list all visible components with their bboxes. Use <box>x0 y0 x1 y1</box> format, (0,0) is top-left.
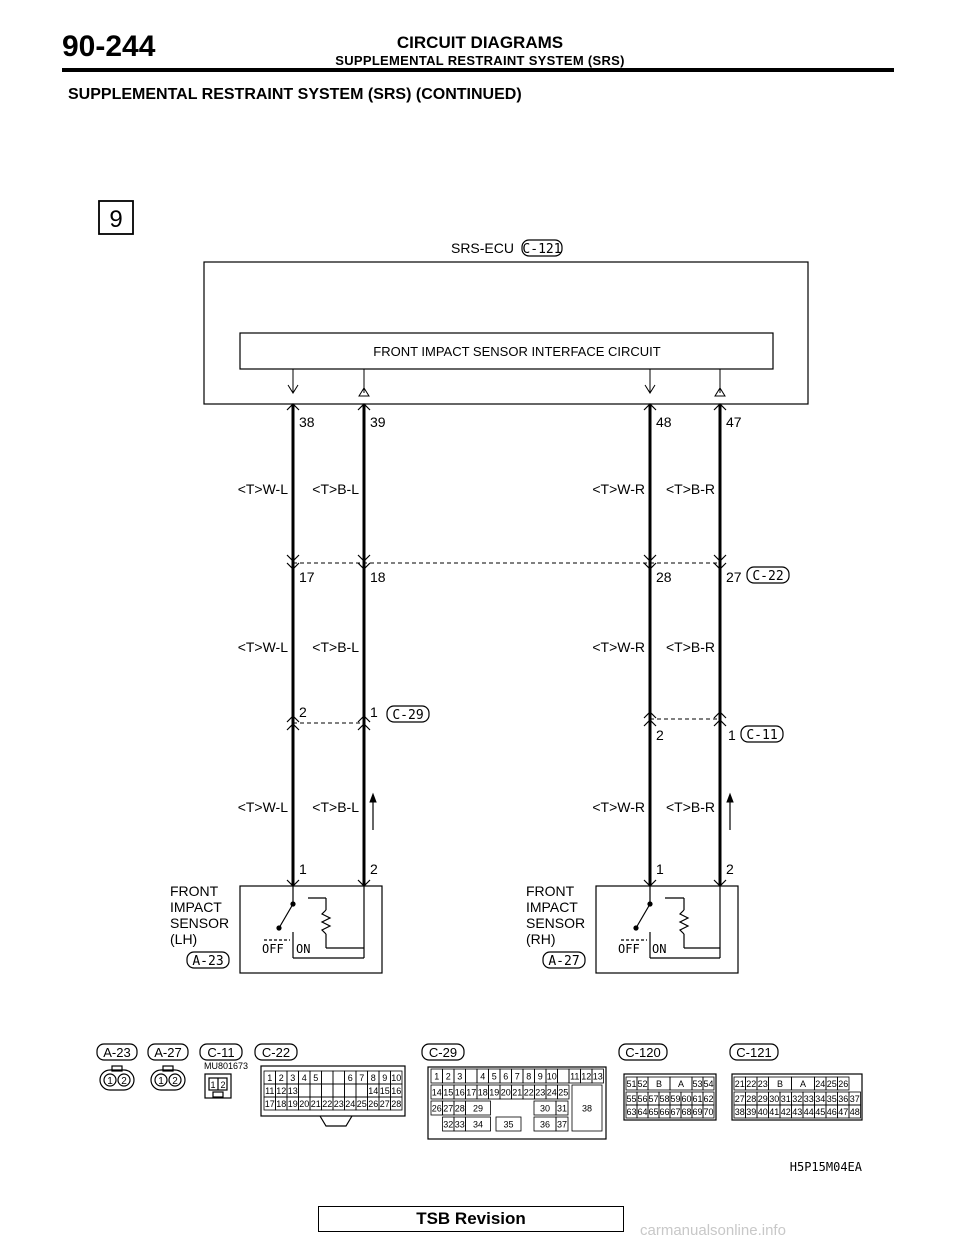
c29-pin: 27 <box>443 1103 454 1114</box>
c29-pin: 22 <box>523 1087 534 1098</box>
pin-27: 27 <box>726 569 742 585</box>
c120-pin: B <box>655 1079 663 1089</box>
a23-pin-1: 1 <box>107 1076 113 1087</box>
c29-pin: 34 <box>472 1119 484 1130</box>
c22-pin: 18 <box>276 1099 287 1109</box>
rh-on-label: ON <box>652 942 667 956</box>
pin-c29-2: 2 <box>299 704 307 720</box>
c121-pin: 47 <box>838 1107 849 1117</box>
c121-pin: 38 <box>734 1107 745 1117</box>
c120-pin: A <box>677 1079 685 1089</box>
c22-pin: 24 <box>345 1099 356 1109</box>
c120-pin: 61 <box>692 1094 703 1104</box>
c22-pin: 28 <box>391 1099 402 1109</box>
section-title: SUPPLEMENTAL RESTRAINT SYSTEM (SRS) (CONTINUED) <box>68 86 522 103</box>
wire-label-38-b: <T>W-L <box>237 639 288 655</box>
ecu-label: SRS-ECU <box>450 240 514 256</box>
c120-pin: 62 <box>703 1094 714 1104</box>
cv-label-c11: C-11 <box>207 1045 235 1060</box>
c29-pin: 10 <box>546 1071 557 1082</box>
c120-pin: 67 <box>670 1107 681 1117</box>
wire-label-39-b: <T>B-L <box>312 639 359 655</box>
c22-pin: 6 <box>347 1073 353 1083</box>
c121-pin: 44 <box>803 1107 814 1117</box>
sensor-chevrons <box>287 880 726 886</box>
c120-pin: 51 <box>626 1079 637 1089</box>
wire-label-38-a: <T>W-L <box>237 481 288 497</box>
cv-label-a27: A-27 <box>154 1045 182 1060</box>
pin-47: 47 <box>726 414 742 430</box>
c22-pin: 25 <box>356 1099 367 1109</box>
c121-pin: 39 <box>746 1107 757 1117</box>
c22-pin: 12 <box>276 1086 287 1096</box>
c120-pin: 60 <box>681 1094 692 1104</box>
c120-pin: 65 <box>648 1107 659 1117</box>
c121-pin: 43 <box>792 1107 803 1117</box>
c11-connector-view <box>205 1074 231 1098</box>
c121-pin-grid <box>734 1077 861 1118</box>
cv-label-a23: A-23 <box>103 1045 131 1060</box>
c120-pin: 52 <box>637 1079 648 1089</box>
c22-pin: 23 <box>333 1099 344 1109</box>
pin-rh-2: 2 <box>726 861 734 877</box>
pin-39: 39 <box>370 414 386 430</box>
c29-pin: 35 <box>503 1119 514 1130</box>
c120-pin: 55 <box>626 1094 637 1104</box>
c29-pin: 4 <box>480 1071 486 1082</box>
a27-pin-1: 1 <box>158 1076 164 1087</box>
c29-pin: 37 <box>556 1119 568 1130</box>
c120-pin: 54 <box>703 1079 714 1089</box>
c121-pin: 22 <box>746 1079 757 1089</box>
c120-pin: 56 <box>637 1094 648 1104</box>
c22-pin: 2 <box>278 1073 284 1083</box>
c22-pin: 20 <box>299 1099 310 1109</box>
part-number: MU801673 <box>204 1061 249 1071</box>
c29-pin: 21 <box>512 1087 523 1098</box>
c22-cell <box>356 1084 368 1097</box>
c121-pin: 26 <box>838 1079 849 1089</box>
c29-pin: 38 <box>581 1103 593 1114</box>
c22-cell <box>345 1084 357 1097</box>
wire-labels <box>238 481 715 815</box>
c121-pin: 24 <box>815 1079 826 1089</box>
pin-48: 48 <box>656 414 672 430</box>
pin-rh-1: 1 <box>656 861 664 877</box>
c120-pin: 70 <box>703 1107 714 1117</box>
c29-pin: 1 <box>434 1071 440 1082</box>
c120-pin: 69 <box>692 1107 703 1117</box>
wire-label-47-c: <T>B-R <box>665 799 715 815</box>
c29-pin: 2 <box>445 1071 451 1082</box>
c121-pin: A <box>799 1079 807 1089</box>
c11-pin-1: 1 <box>210 1080 216 1090</box>
c121-pin: 48 <box>849 1107 860 1117</box>
c29-pin: 8 <box>526 1071 532 1082</box>
c29-pin: 12 <box>581 1071 592 1082</box>
rh-off-label: OFF <box>618 942 640 956</box>
c22-label: C-22 <box>752 569 784 584</box>
c120-pin: 59 <box>670 1094 681 1104</box>
c121-pin: 23 <box>757 1079 768 1089</box>
watermark: carmanualsonline.info <box>640 1222 786 1239</box>
c22-cell <box>322 1071 334 1084</box>
c29-pin: 13 <box>592 1071 603 1082</box>
c29-pin: 6 <box>503 1071 509 1082</box>
c121-pin: 46 <box>826 1107 837 1117</box>
c121-pin: 32 <box>792 1094 803 1104</box>
c22-pin: 9 <box>382 1073 388 1083</box>
c29-pin: 31 <box>556 1103 568 1114</box>
c22-pin: 14 <box>368 1086 379 1096</box>
c121-pin: 36 <box>838 1094 849 1104</box>
lh-on-label: ON <box>296 942 311 956</box>
tsb-revision-box: TSB Revision <box>318 1206 624 1232</box>
c22-pin: 10 <box>391 1073 402 1083</box>
a27-connector-view <box>151 1066 185 1090</box>
wire-label-39-a: <T>B-L <box>312 481 359 497</box>
c29-cell <box>558 1069 570 1083</box>
lh-sensor-label: FRONT IMPACT SENSOR (LH) <box>170 883 230 947</box>
page-number: 90-244 <box>62 30 156 63</box>
wire-label-47-b: <T>B-R <box>665 639 715 655</box>
c120-pin-grid <box>626 1077 714 1118</box>
c29-label: C-29 <box>392 708 424 723</box>
c120-pin: 57 <box>648 1094 659 1104</box>
c22-pin: 19 <box>287 1099 298 1109</box>
pin-lh-1: 1 <box>299 861 307 877</box>
c22-cell <box>333 1071 345 1084</box>
c22-pin: 27 <box>379 1099 390 1109</box>
pin-38: 38 <box>299 414 315 430</box>
c120-pin: 66 <box>659 1107 670 1117</box>
c22-latch <box>320 1116 352 1126</box>
c11-label: C-11 <box>746 728 778 743</box>
c22-pin: 15 <box>379 1086 390 1096</box>
c22-pin: 13 <box>287 1086 298 1096</box>
c22-pin-grid <box>264 1071 402 1110</box>
rh-sensor-label: FRONT IMPACT SENSOR (RH) <box>526 883 586 947</box>
c121-pin: 33 <box>803 1094 814 1104</box>
c22-pin: 7 <box>359 1073 365 1083</box>
c120-pin: 63 <box>626 1107 637 1117</box>
c121-pin: 27 <box>734 1094 745 1104</box>
c29-pin: 30 <box>539 1103 551 1114</box>
c29-pin: 16 <box>454 1087 465 1098</box>
c121-pin: 34 <box>815 1094 826 1104</box>
c29-pin: 19 <box>489 1087 500 1098</box>
c29-pin-grid <box>431 1069 604 1131</box>
c121-pin: 40 <box>757 1107 768 1117</box>
c29-pin: 15 <box>443 1087 454 1098</box>
pin-c11-1: 1 <box>728 727 736 743</box>
c22-pin: 8 <box>370 1073 376 1083</box>
cv-label-c121: C-121 <box>736 1045 772 1060</box>
c22-pin: 17 <box>264 1099 275 1109</box>
c29-pin: 33 <box>454 1119 465 1130</box>
c29-pin: 36 <box>539 1119 551 1130</box>
page-marker: 9 <box>109 206 123 233</box>
c29-pin: 3 <box>457 1071 463 1082</box>
cv-label-c29: C-29 <box>428 1045 458 1060</box>
c29-pin: 7 <box>514 1071 520 1082</box>
pin-17: 17 <box>299 569 315 585</box>
c22-cell <box>333 1084 345 1097</box>
c22-pin: 1 <box>267 1073 273 1083</box>
rh-sensor-box <box>596 886 738 973</box>
c29-pin: 28 <box>454 1103 465 1114</box>
c29-pin: 25 <box>558 1087 569 1098</box>
header-subtitle: SUPPLEMENTAL RESTRAINT SYSTEM (SRS) <box>335 53 625 68</box>
c121-pin: 30 <box>769 1094 780 1104</box>
wire-label-48-b: <T>W-R <box>592 639 645 655</box>
c121-pin: 42 <box>780 1107 791 1117</box>
c120-pin: 58 <box>659 1094 670 1104</box>
wire-label-48-a: <T>W-R <box>592 481 645 497</box>
ecu-pin-chevrons <box>287 404 726 410</box>
c22-pin: 3 <box>290 1073 296 1083</box>
c29-cell <box>466 1069 478 1083</box>
c121-pin: 25 <box>826 1079 837 1089</box>
c120-pin: 53 <box>692 1079 703 1089</box>
c11-pin-2: 2 <box>220 1080 226 1090</box>
c29-pin: 9 <box>537 1071 543 1082</box>
c29-pin: 26 <box>431 1103 442 1114</box>
cv-label-c22: C-22 <box>261 1045 291 1060</box>
wire-label-47-a: <T>B-R <box>665 481 715 497</box>
c22-pin: 22 <box>322 1099 333 1109</box>
figure-code: H5P15M04EA <box>789 1160 862 1174</box>
c22-pin: 4 <box>301 1073 307 1083</box>
c121-pin: B <box>776 1079 784 1089</box>
c121-pin: 21 <box>734 1079 745 1089</box>
c22-pin: 11 <box>265 1086 275 1096</box>
a23-connector-view <box>100 1066 134 1090</box>
cv-label-c120: C-120 <box>625 1045 661 1060</box>
pin-c29-1: 1 <box>370 704 378 720</box>
c29-pin: 23 <box>535 1087 546 1098</box>
lh-sensor-box <box>240 886 382 973</box>
c22-pin: 16 <box>391 1086 402 1096</box>
c29-pin: 24 <box>546 1087 557 1098</box>
c121-pin: 41 <box>769 1107 780 1117</box>
c29-pin: 11 <box>570 1071 580 1082</box>
c22-pin: 5 <box>313 1073 319 1083</box>
header-title: CIRCUIT DIAGRAMS <box>396 33 564 52</box>
c22-chevrons <box>287 555 726 569</box>
pin-c11-2: 2 <box>656 727 664 743</box>
a27-label: A-27 <box>548 954 580 969</box>
connector-view-labels <box>97 1044 778 1060</box>
c120-pin: 68 <box>681 1107 692 1117</box>
c121-pin: 28 <box>746 1094 757 1104</box>
wire-label-48-c: <T>W-R <box>592 799 645 815</box>
c121-pin: 29 <box>757 1094 768 1104</box>
ecu-connector: C-121 <box>522 242 562 257</box>
c22-cell <box>299 1084 311 1097</box>
interface-circuit-label: FRONT IMPACT SENSOR INTERFACE CIRCUIT <box>373 344 661 359</box>
a23-label: A-23 <box>192 954 224 969</box>
c29-pin: 32 <box>443 1119 454 1130</box>
c29-pin: 17 <box>466 1087 477 1098</box>
c22-pin: 21 <box>310 1099 321 1109</box>
a27-pin-2: 2 <box>172 1076 178 1087</box>
wire-label-38-c: <T>W-L <box>237 799 288 815</box>
c29-pin: 5 <box>491 1071 497 1082</box>
c22-cell <box>310 1084 322 1097</box>
wire-label-39-c: <T>B-L <box>312 799 359 815</box>
c29-pin: 14 <box>431 1087 442 1098</box>
c29-pin: 20 <box>500 1087 511 1098</box>
c22-pin: 26 <box>368 1099 379 1109</box>
c22-cell <box>322 1084 334 1097</box>
pin-lh-2: 2 <box>370 861 378 877</box>
c29-pin: 18 <box>477 1087 488 1098</box>
c120-pin: 64 <box>637 1107 648 1117</box>
pin-18: 18 <box>370 569 386 585</box>
c121-pin: 35 <box>826 1094 837 1104</box>
c29-pin: 29 <box>472 1103 484 1114</box>
lh-off-label: OFF <box>262 942 284 956</box>
a23-pin-2: 2 <box>121 1076 127 1087</box>
pin-28: 28 <box>656 569 672 585</box>
c121-pin: 37 <box>849 1094 860 1104</box>
c121-pin: 45 <box>815 1107 826 1117</box>
c121-pin: 31 <box>780 1094 791 1104</box>
